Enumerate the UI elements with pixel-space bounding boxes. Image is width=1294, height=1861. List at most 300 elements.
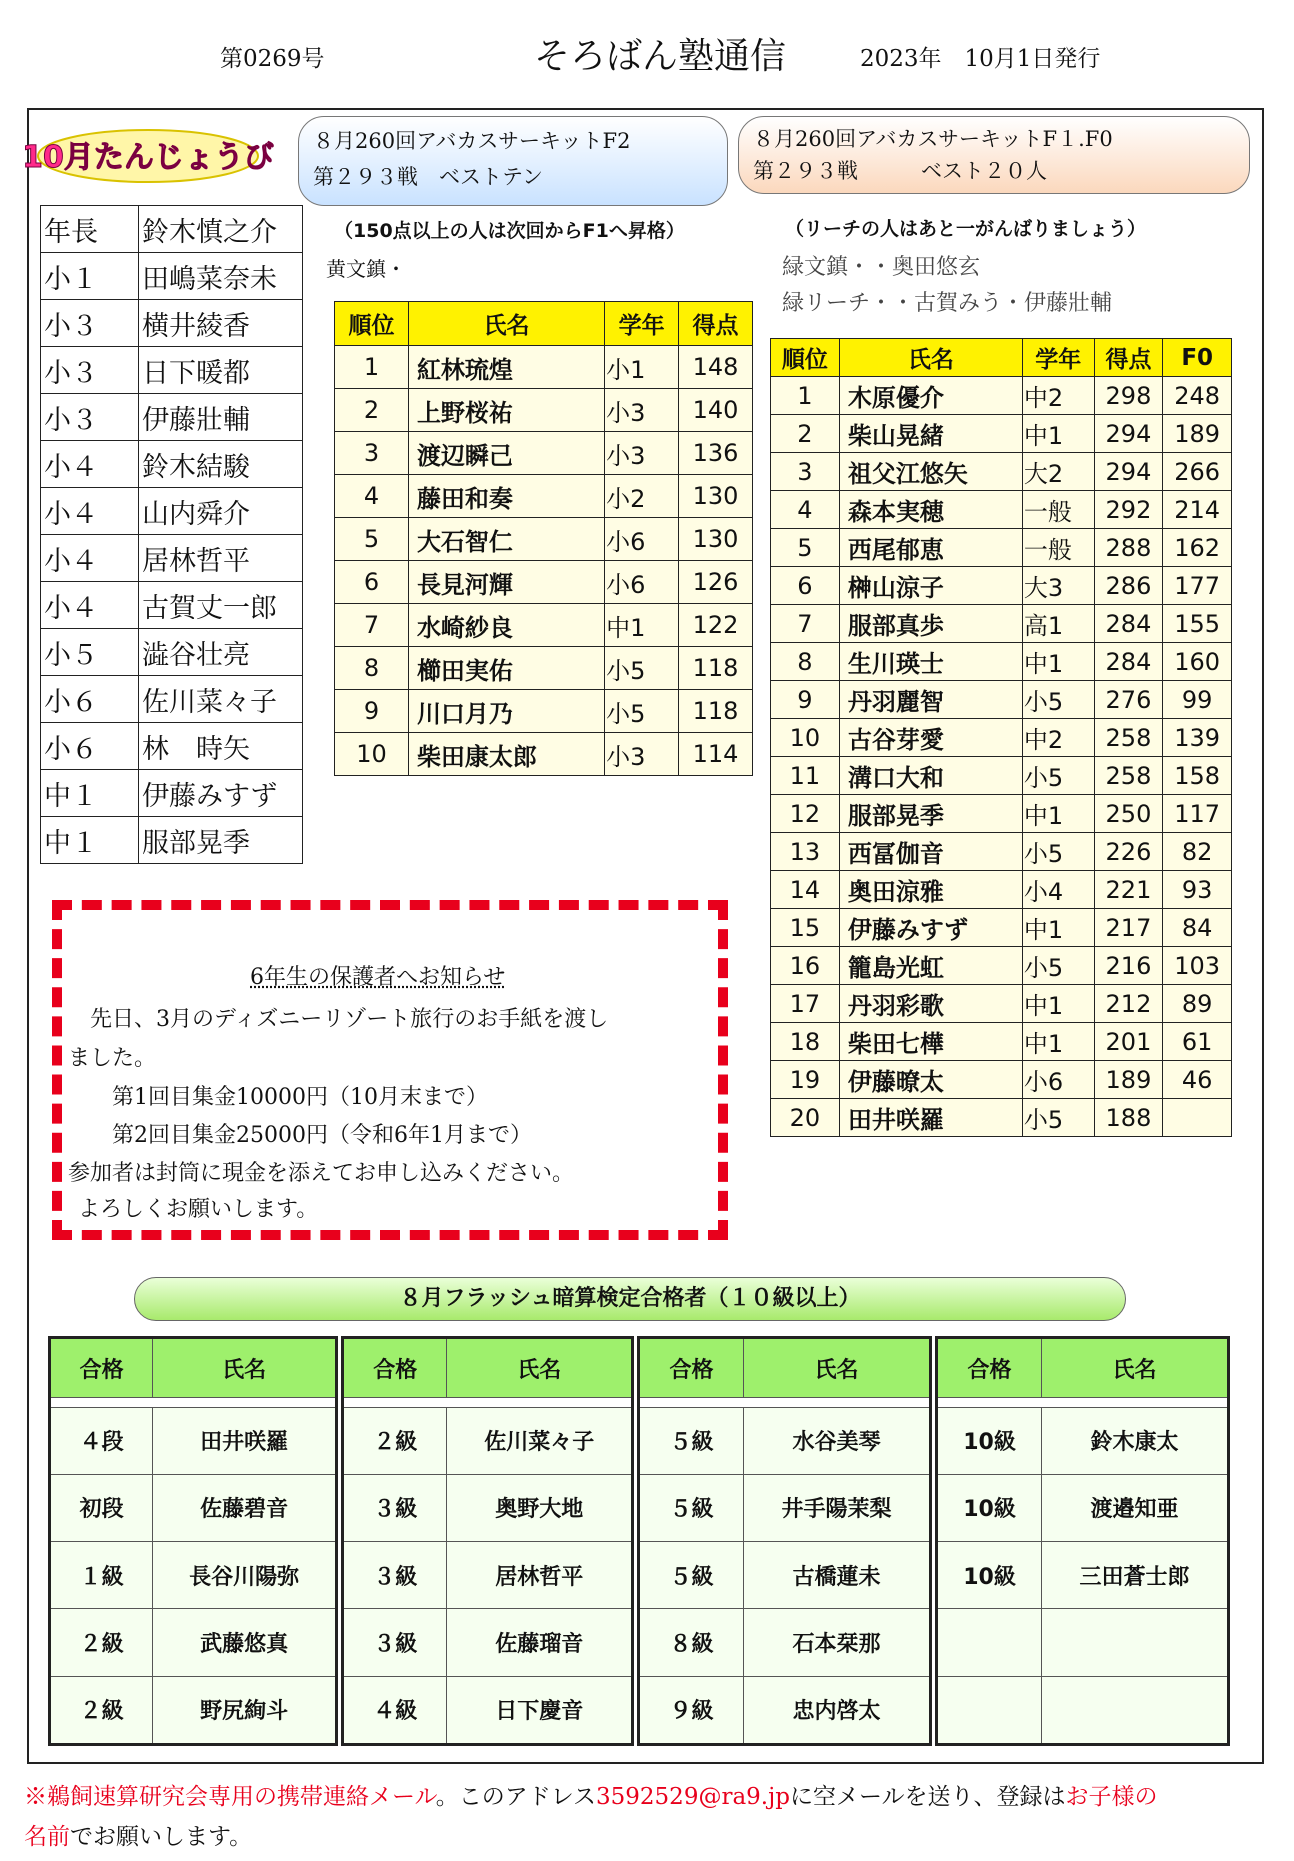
birthday-row xyxy=(41,629,303,676)
footer-note xyxy=(24,1777,1274,1857)
f1-grade-cell: 中1 xyxy=(1022,909,1094,947)
flash-name-cell: 田井咲羅 xyxy=(153,1407,337,1474)
f1-rank-row xyxy=(771,453,1232,491)
flash-row xyxy=(50,1676,337,1744)
f2-note: （150点以上の人は次回からF1へ昇格） xyxy=(334,220,685,242)
birthday-name: 澁谷壮亮 xyxy=(139,629,303,676)
f1-rank-cell: 9 xyxy=(771,681,840,719)
f2-rank-row xyxy=(335,690,753,733)
f1-rank-cell: 2 xyxy=(771,415,840,453)
flash-row xyxy=(937,1407,1229,1474)
f1-f0-cell: 214 xyxy=(1163,491,1232,529)
f1-f0-cell: 139 xyxy=(1163,719,1232,757)
flash-name-cell: 佐藤瑠音 xyxy=(447,1609,633,1676)
f1-rank-cell: 19 xyxy=(771,1061,840,1099)
f1-grade-cell: 小4 xyxy=(1022,871,1094,909)
birthday-logo-art xyxy=(22,128,274,184)
f2-header-cell: 学年 xyxy=(605,302,679,346)
f1-rank-row xyxy=(771,909,1232,947)
f1-f0-cell: 103 xyxy=(1163,947,1232,985)
f1-bubble xyxy=(738,116,1250,194)
flash-row xyxy=(937,1542,1229,1609)
birthday-row xyxy=(41,441,303,488)
flash-row xyxy=(50,1407,337,1474)
f2-rank-table xyxy=(334,301,753,776)
f1-bubble-line1: ８月260回アバカスサーキットF１.F0 xyxy=(753,127,1113,151)
birthday-name: 山内舜介 xyxy=(139,488,303,535)
birthday-name: 日下暖都 xyxy=(139,347,303,394)
f1-f0-cell: 46 xyxy=(1163,1061,1232,1099)
f1-f0-cell: 84 xyxy=(1163,909,1232,947)
birthday-grade: 小４ xyxy=(41,535,139,582)
flash-name-cell: 三田蒼士郎 xyxy=(1042,1542,1229,1609)
f1-rank-row xyxy=(771,1023,1232,1061)
birthday-grade: 小３ xyxy=(41,347,139,394)
flash-name-cell: 井手陽茉梨 xyxy=(744,1474,931,1541)
flash-name-header: 氏名 xyxy=(1042,1338,1229,1398)
f1-name-cell: 伊藤みすず xyxy=(839,909,1022,947)
f2-rank-row xyxy=(335,518,753,561)
f1-f0-cell: 82 xyxy=(1163,833,1232,871)
flash-grade-cell: ９級 xyxy=(639,1676,744,1744)
f1-grade-cell: 中1 xyxy=(1022,1023,1094,1061)
f1-name-cell: 田井咲羅 xyxy=(839,1099,1022,1137)
f2-score-cell: 148 xyxy=(679,346,753,389)
flash-row xyxy=(343,1542,633,1609)
flash-name-cell: 奥野大地 xyxy=(447,1474,633,1541)
f2-grade-cell: 小6 xyxy=(605,561,679,604)
f2-name-cell: 渡辺瞬己 xyxy=(408,432,604,475)
flash-grade-cell: ２級 xyxy=(50,1609,153,1676)
f2-grade-cell: 小5 xyxy=(605,690,679,733)
flash-row xyxy=(639,1609,931,1676)
f1-f0-cell: 89 xyxy=(1163,985,1232,1023)
flash-banner: ８月フラッシュ暗算検定合格者（１０級以上） xyxy=(134,1277,1126,1321)
f1-name-cell: 服部晃季 xyxy=(839,795,1022,833)
f1-rank-table xyxy=(770,338,1232,1137)
f1-rank-row xyxy=(771,529,1232,567)
f2-rank-row xyxy=(335,346,753,389)
f1-grade-cell: 高1 xyxy=(1022,605,1094,643)
birthday-row xyxy=(41,253,303,300)
f2-bubble xyxy=(298,116,728,206)
flash-grade-cell: ３級 xyxy=(343,1474,447,1541)
f1-rank-row xyxy=(771,681,1232,719)
f1-rank-cell: 15 xyxy=(771,909,840,947)
flash-row xyxy=(50,1542,337,1609)
birthday-grade: 小３ xyxy=(41,300,139,347)
f2-rank-row xyxy=(335,389,753,432)
parent-notice-box xyxy=(52,900,728,1240)
birthday-row xyxy=(41,347,303,394)
f2-name-cell: 櫛田実佑 xyxy=(408,647,604,690)
footer-email: 3592529@ra9.jp xyxy=(596,1784,790,1810)
notice-title: 6年生の保護者へお知らせ xyxy=(250,965,506,990)
flash-pass-header: 合格 xyxy=(937,1338,1042,1398)
flash-grade-cell: ５級 xyxy=(639,1407,744,1474)
f1-rank-cell: 3 xyxy=(771,453,840,491)
f1-name-cell: 籠島光虹 xyxy=(839,947,1022,985)
birthday-name: 林 時矢 xyxy=(139,723,303,770)
f1-rank-row xyxy=(771,415,1232,453)
f1-score-cell: 217 xyxy=(1094,909,1163,947)
f2-grade-cell: 小3 xyxy=(605,733,679,776)
f1-rank-cell: 10 xyxy=(771,719,840,757)
f1-grade-cell: 小5 xyxy=(1022,1099,1094,1137)
birthday-row xyxy=(41,206,303,253)
f1-name-cell: 奥田涼雅 xyxy=(839,871,1022,909)
f1-grade-cell: 一般 xyxy=(1022,491,1094,529)
f1-grade-cell: 中2 xyxy=(1022,377,1094,415)
f1-rank-cell: 11 xyxy=(771,757,840,795)
f1-rank-row xyxy=(771,643,1232,681)
flash-grade-table xyxy=(935,1336,1230,1746)
f1-score-cell: 294 xyxy=(1094,415,1163,453)
birthday-name: 田嶋菜奈未 xyxy=(139,253,303,300)
birthday-grade: 中１ xyxy=(41,817,139,864)
f1-score-cell: 226 xyxy=(1094,833,1163,871)
footer-part7: でお願いします。 xyxy=(70,1824,253,1850)
f1-score-cell: 258 xyxy=(1094,719,1163,757)
f2-rank-cell: 6 xyxy=(335,561,409,604)
birthday-name: 伊藤みすず xyxy=(139,770,303,817)
f2-score-cell: 118 xyxy=(679,690,753,733)
flash-row xyxy=(937,1676,1229,1744)
notice-line4: 第2回目集金25000円（令和6年1月まで） xyxy=(68,1123,532,1148)
f2-name-cell: 水崎紗良 xyxy=(408,604,604,647)
f1-name-cell: 溝口大和 xyxy=(839,757,1022,795)
birthday-grade: 小５ xyxy=(41,629,139,676)
flash-tables xyxy=(48,1336,1236,1746)
flash-grade-cell: ５級 xyxy=(639,1542,744,1609)
flash-grade-cell xyxy=(937,1609,1042,1676)
f2-bubble-line2: 第２９３戦 ベストテン xyxy=(313,165,543,189)
birthday-grade: 小６ xyxy=(41,676,139,723)
f1-name-cell: 西尾郁恵 xyxy=(839,529,1022,567)
f1-score-cell: 276 xyxy=(1094,681,1163,719)
f1-score-cell: 288 xyxy=(1094,529,1163,567)
flash-row xyxy=(639,1407,931,1474)
flash-pass-header: 合格 xyxy=(343,1338,447,1398)
f2-rank-cell: 5 xyxy=(335,518,409,561)
f1-grade-cell: 一般 xyxy=(1022,529,1094,567)
f2-grade-cell: 中1 xyxy=(605,604,679,647)
f1-rank-cell: 6 xyxy=(771,567,840,605)
birthday-row xyxy=(41,535,303,582)
f1-f0-cell: 189 xyxy=(1163,415,1232,453)
birthday-logo xyxy=(22,128,274,184)
f1-header-cell: F0 xyxy=(1163,339,1232,377)
flash-name-header: 氏名 xyxy=(153,1338,337,1398)
flash-grade-cell: ４段 xyxy=(50,1407,153,1474)
f2-score-cell: 130 xyxy=(679,518,753,561)
f1-rank-cell: 8 xyxy=(771,643,840,681)
f1-rank-row xyxy=(771,719,1232,757)
flash-grade-cell: ３級 xyxy=(343,1609,447,1676)
flash-row xyxy=(343,1609,633,1676)
birthday-row xyxy=(41,300,303,347)
f2-bubble-line1: ８月260回アバカスサーキットF2 xyxy=(313,129,631,153)
birthday-grade: 小１ xyxy=(41,253,139,300)
newsletter-title: そろばん塾通信 xyxy=(534,36,787,77)
flash-row xyxy=(639,1474,931,1541)
f2-score-cell: 126 xyxy=(679,561,753,604)
f1-grade-cell: 大3 xyxy=(1022,567,1094,605)
birthday-row xyxy=(41,770,303,817)
f1-name-cell: 榊山涼子 xyxy=(839,567,1022,605)
f1-name-cell: 伊藤暸太 xyxy=(839,1061,1022,1099)
notice-line6: よろしくお願いします。 xyxy=(78,1197,319,1222)
birthday-logo-text: 10月たんじょうび xyxy=(22,140,274,175)
f2-rank-cell: 1 xyxy=(335,346,409,389)
f1-header-cell: 順位 xyxy=(771,339,840,377)
f1-grade-cell: 大2 xyxy=(1022,453,1094,491)
birthday-grade: 小６ xyxy=(41,723,139,770)
flash-name-cell: 長谷川陽弥 xyxy=(153,1542,337,1609)
f2-rank-row xyxy=(335,647,753,690)
flash-name-cell: 居林哲平 xyxy=(447,1542,633,1609)
f2-score-cell: 118 xyxy=(679,647,753,690)
birthday-name: 服部晃季 xyxy=(139,817,303,864)
notice-line1: 先日、3月のディズニーリゾート旅行のお手紙を渡し xyxy=(68,1007,609,1032)
f1-score-cell: 286 xyxy=(1094,567,1163,605)
f1-rank-row xyxy=(771,757,1232,795)
f1-f0-cell: 160 xyxy=(1163,643,1232,681)
f1-rank-cell: 18 xyxy=(771,1023,840,1061)
flash-row xyxy=(343,1407,633,1474)
f1-grade-cell: 小5 xyxy=(1022,833,1094,871)
footer-part1: ※鵜飼速算研究会専用の携帯連絡メール xyxy=(24,1784,436,1810)
f2-score-cell: 136 xyxy=(679,432,753,475)
flash-pass-header: 合格 xyxy=(639,1338,744,1398)
f1-score-cell: 201 xyxy=(1094,1023,1163,1061)
f1-rank-row xyxy=(771,1061,1232,1099)
f1-sub2: 緑リーチ・・古賀みう・伊藤壯輔 xyxy=(782,291,1113,316)
f1-score-cell: 284 xyxy=(1094,643,1163,681)
f1-grade-cell: 中2 xyxy=(1022,719,1094,757)
f1-note: （リーチの人はあと一がんばりましょう） xyxy=(785,218,1147,240)
f1-rank-row xyxy=(771,1099,1232,1137)
f1-rank-row xyxy=(771,377,1232,415)
f2-grade-cell: 小6 xyxy=(605,518,679,561)
f1-grade-cell: 中1 xyxy=(1022,415,1094,453)
flash-name-cell: 渡邉知亜 xyxy=(1042,1474,1229,1541)
f1-grade-cell: 小5 xyxy=(1022,757,1094,795)
f2-header-cell: 順位 xyxy=(335,302,409,346)
f1-rank-cell: 7 xyxy=(771,605,840,643)
f2-rank-row xyxy=(335,432,753,475)
f2-rank-row xyxy=(335,475,753,518)
flash-row xyxy=(343,1676,633,1744)
f1-name-cell: 柴山晃緒 xyxy=(839,415,1022,453)
f1-grade-cell: 中1 xyxy=(1022,643,1094,681)
flash-row xyxy=(937,1609,1229,1676)
f1-f0-cell xyxy=(1163,1099,1232,1137)
notice-line2: ました。 xyxy=(68,1046,157,1071)
f1-score-cell: 216 xyxy=(1094,947,1163,985)
flash-name-cell: 古橋蓮未 xyxy=(744,1542,931,1609)
f2-score-cell: 140 xyxy=(679,389,753,432)
birthday-row xyxy=(41,582,303,629)
f2-rank-row xyxy=(335,733,753,776)
flash-name-cell: 野尻絢斗 xyxy=(153,1676,337,1744)
f1-bubble-line2: 第２９３戦 ベスト２０人 xyxy=(753,159,1047,183)
f2-rank-row xyxy=(335,604,753,647)
f2-grade-cell: 小3 xyxy=(605,389,679,432)
f2-score-cell: 122 xyxy=(679,604,753,647)
f2-rank-cell: 8 xyxy=(335,647,409,690)
birthday-grade: 小４ xyxy=(41,488,139,535)
f2-rank-cell: 9 xyxy=(335,690,409,733)
flash-name-cell: 日下慶音 xyxy=(447,1676,633,1744)
flash-grade-cell xyxy=(937,1676,1042,1744)
birthday-name: 佐川菜々子 xyxy=(139,676,303,723)
f1-grade-cell: 中1 xyxy=(1022,985,1094,1023)
f1-rank-row xyxy=(771,871,1232,909)
flash-name-cell: 佐藤碧音 xyxy=(153,1474,337,1541)
footer-part2: 。このアドレス xyxy=(435,1784,597,1810)
f1-score-cell: 250 xyxy=(1094,795,1163,833)
notice-line5: 参加者は封筒に現金を添えてお申し込みください。 xyxy=(68,1161,575,1186)
flash-row xyxy=(50,1609,337,1676)
flash-grade-cell: 初段 xyxy=(50,1474,153,1541)
flash-row xyxy=(343,1474,633,1541)
f2-name-cell: 上野桜祐 xyxy=(408,389,604,432)
birthday-name: 居林哲平 xyxy=(139,535,303,582)
birthday-name: 鈴木慎之介 xyxy=(139,206,303,253)
flash-pass-header: 合格 xyxy=(50,1338,153,1398)
birthday-row xyxy=(41,394,303,441)
flash-grade-cell: 10級 xyxy=(937,1474,1042,1541)
f2-name-cell: 柴田康太郎 xyxy=(408,733,604,776)
f1-name-cell: 森本実穂 xyxy=(839,491,1022,529)
f1-rank-row xyxy=(771,985,1232,1023)
notice-line3: 第1回目集金10000円（10月末まで） xyxy=(68,1085,488,1110)
f2-name-cell: 藤田和奏 xyxy=(408,475,604,518)
f1-header-cell: 得点 xyxy=(1094,339,1163,377)
birthday-grade: 小４ xyxy=(41,582,139,629)
birthday-name: 横井綾香 xyxy=(139,300,303,347)
f2-rank-cell: 10 xyxy=(335,733,409,776)
flash-grade-table xyxy=(341,1336,634,1746)
f1-rank-cell: 12 xyxy=(771,795,840,833)
f1-score-cell: 212 xyxy=(1094,985,1163,1023)
flash-grade-cell: 10級 xyxy=(937,1542,1042,1609)
f1-rank-row xyxy=(771,947,1232,985)
footer-part4: に空メールを送り、登録は xyxy=(789,1784,1066,1810)
f1-score-cell: 258 xyxy=(1094,757,1163,795)
birthday-name: 古賀丈一郎 xyxy=(139,582,303,629)
flash-name-cell: 石本栞那 xyxy=(744,1609,931,1676)
f2-name-cell: 川口月乃 xyxy=(408,690,604,733)
flash-row xyxy=(937,1474,1229,1541)
birthday-grade: 小３ xyxy=(41,394,139,441)
flash-grade-cell: ２級 xyxy=(50,1676,153,1744)
flash-grade-cell: ８級 xyxy=(639,1609,744,1676)
f1-score-cell: 189 xyxy=(1094,1061,1163,1099)
f2-grade-cell: 小1 xyxy=(605,346,679,389)
f2-rank-cell: 2 xyxy=(335,389,409,432)
f1-f0-cell: 248 xyxy=(1163,377,1232,415)
birthday-grade: 中１ xyxy=(41,770,139,817)
f1-f0-cell: 61 xyxy=(1163,1023,1232,1061)
f1-grade-cell: 小5 xyxy=(1022,947,1094,985)
f1-name-cell: 祖父江悠矢 xyxy=(839,453,1022,491)
f2-sub: 黄文鎮・ xyxy=(326,257,406,281)
flash-name-cell xyxy=(1042,1609,1229,1676)
f1-grade-cell: 小5 xyxy=(1022,681,1094,719)
f1-name-cell: 木原優介 xyxy=(839,377,1022,415)
f2-name-cell: 大石智仁 xyxy=(408,518,604,561)
flash-grade-cell: ４級 xyxy=(343,1676,447,1744)
flash-row xyxy=(639,1676,931,1744)
f1-rank-cell: 5 xyxy=(771,529,840,567)
f1-rank-cell: 20 xyxy=(771,1099,840,1137)
f1-header-cell: 学年 xyxy=(1022,339,1094,377)
flash-name-header: 氏名 xyxy=(447,1338,633,1398)
flash-name-cell: 水谷美琴 xyxy=(744,1407,931,1474)
flash-name-cell xyxy=(1042,1676,1229,1744)
f1-f0-cell: 99 xyxy=(1163,681,1232,719)
f1-rank-cell: 4 xyxy=(771,491,840,529)
issue-date: 2023年 10月1日発行 xyxy=(860,46,1101,72)
f1-grade-cell: 小6 xyxy=(1022,1061,1094,1099)
f1-rank-row xyxy=(771,605,1232,643)
footer-part6: 名前 xyxy=(24,1824,70,1850)
f1-rank-row xyxy=(771,567,1232,605)
f1-score-cell: 298 xyxy=(1094,377,1163,415)
f1-rank-row xyxy=(771,491,1232,529)
f1-rank-cell: 1 xyxy=(771,377,840,415)
f1-rank-cell: 14 xyxy=(771,871,840,909)
f1-score-cell: 221 xyxy=(1094,871,1163,909)
f1-f0-cell: 177 xyxy=(1163,567,1232,605)
flash-grade-cell: 10級 xyxy=(937,1407,1042,1474)
birthday-grade: 小４ xyxy=(41,441,139,488)
f2-rank-cell: 7 xyxy=(335,604,409,647)
flash-name-header: 氏名 xyxy=(744,1338,931,1398)
f2-rank-cell: 4 xyxy=(335,475,409,518)
f2-grade-cell: 小5 xyxy=(605,647,679,690)
f2-score-cell: 114 xyxy=(679,733,753,776)
issue-number: 第0269号 xyxy=(220,46,325,72)
f2-score-cell: 130 xyxy=(679,475,753,518)
f1-name-cell: 丹羽彩歌 xyxy=(839,985,1022,1023)
flash-name-cell: 佐川菜々子 xyxy=(447,1407,633,1474)
f1-rank-cell: 13 xyxy=(771,833,840,871)
flash-grade-cell: ５級 xyxy=(639,1474,744,1541)
f1-name-cell: 古谷芽愛 xyxy=(839,719,1022,757)
f1-score-cell: 188 xyxy=(1094,1099,1163,1137)
flash-grade-cell: １級 xyxy=(50,1542,153,1609)
f1-score-cell: 294 xyxy=(1094,453,1163,491)
f1-score-cell: 284 xyxy=(1094,605,1163,643)
flash-name-cell: 鈴木康太 xyxy=(1042,1407,1229,1474)
f2-header-cell: 氏名 xyxy=(408,302,604,346)
f1-rank-cell: 17 xyxy=(771,985,840,1023)
f1-name-cell: 丹羽麗智 xyxy=(839,681,1022,719)
f2-rank-row xyxy=(335,561,753,604)
birthday-row xyxy=(41,488,303,535)
f1-f0-cell: 117 xyxy=(1163,795,1232,833)
f1-f0-cell: 266 xyxy=(1163,453,1232,491)
f1-grade-cell: 中1 xyxy=(1022,795,1094,833)
f1-rank-row xyxy=(771,833,1232,871)
flash-grade-cell: ２級 xyxy=(343,1407,447,1474)
f1-name-cell: 柴田七樺 xyxy=(839,1023,1022,1061)
f2-rank-cell: 3 xyxy=(335,432,409,475)
f1-score-cell: 292 xyxy=(1094,491,1163,529)
